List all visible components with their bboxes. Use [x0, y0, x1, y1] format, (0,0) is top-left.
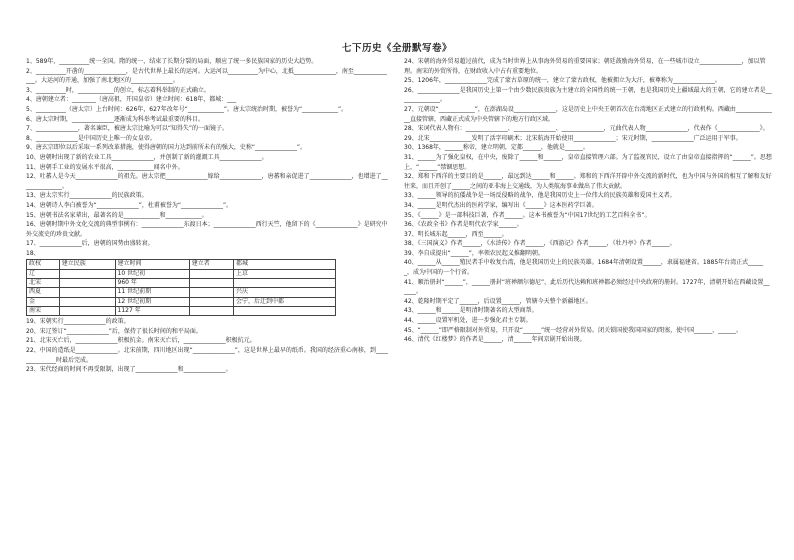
- question: 29、北宋______________发明了活字印刷术；北宋航海开始使用______________；宋元时期，______________广泛运用于军事。: [404, 134, 742, 142]
- question: 21、北宋灭亡后，______________积极抗金。南宋灭亡后，______________积极抗元。: [26, 337, 256, 345]
- question: 2、__________开凿的______________，是古代世界上最长的运河。大运河以__________为中心，北抵______________，南至______________。大运河的开通，加强了南北地区的______________。: [26, 67, 387, 85]
- question: 41、顺治册封“______”，______册封“班禅额尔德尼”，此后历代达赖和班禅都必须经过中央政府的册封。1727年，清朝开始在西藏设置______。: [404, 278, 770, 296]
- table-cell: 西夏: [27, 288, 60, 297]
- table-cell: 北宋: [27, 279, 60, 288]
- question: 43、______和______是明清时期著名的大型商帮。: [404, 307, 538, 315]
- question: 16、唐朝时期中外文化交流的典型事例有：______________东渡日本；______________西行天竺，他留下的《______________》是研究中外交流史的珍贵文献。: [26, 221, 388, 238]
- table-row: [27, 279, 336, 288]
- question: 20、宋辽签订“______________”后，保持了很长时间的和平局面。: [26, 327, 202, 335]
- table-cell: 金: [27, 297, 60, 306]
- question: 33、______领导的抗倭战争是一场反侵略的战争，他是我国历史上一位伟大的民族英雄和爱国主义者。: [404, 192, 676, 200]
- question: 3、__________时，____________的创立，标志着科举制的正式确立。: [26, 86, 210, 94]
- table-cell: [189, 269, 233, 278]
- table-row: [27, 297, 336, 306]
- table-cell: [189, 279, 233, 288]
- table-cell: 12 世纪初期: [115, 297, 189, 306]
- table-cell: [59, 269, 115, 278]
- question: 19、宋朝实行______________的政策。: [26, 318, 130, 326]
- right-column: [404, 57, 772, 345]
- table-cell: 960 年: [115, 279, 189, 288]
- question: 17、______________后，唐朝的国势由盛转衰。: [26, 240, 154, 248]
- question: 44、______设置军机处，进一步强化君主专制。: [404, 317, 532, 325]
- table-cell: 10 世纪初: [115, 269, 189, 278]
- question: 38、《三国演义》作者______，《水浒传》作者______，《西游记》作者______，《牡丹亭》作者______。: [404, 240, 676, 248]
- question: 35、《______》是一部科技巨著，作者______。这本书被誉为“中国17世纪的工艺百科全书”。: [404, 211, 651, 219]
- question: 23、宋代经商的时间不再受限制，出现了______________和______________。: [26, 366, 232, 374]
- question: 8、______________是中国历史上唯一的女皇帝。: [26, 134, 156, 142]
- table-cell: [189, 288, 233, 297]
- question: 25、1206年，______________完成了蒙古草原的统一，建立了蒙古政权，他被拥立为大汗，被尊称为______________。: [404, 77, 721, 85]
- table-header: 建立民族: [59, 260, 115, 269]
- question: 30、1368年，______称帝，建立明朝，定都______，他就是______。: [404, 144, 589, 152]
- question: 14、唐朝诗人李白被誉为“______________”，杜甫被誉为“______________”。: [26, 201, 233, 209]
- question: 39、李自成提出“______”，率领农民起义推翻明朝。: [404, 249, 544, 257]
- question: 40、______从______殖民者手中收复台湾，他是我国历史上的民族英雄。1684年清朝设置______，隶属福建省。1885年台湾正式______，成为中国的一个行省。: [404, 259, 764, 277]
- left-column: [26, 57, 388, 375]
- question: 7、______________，著名谏臣，被唐太宗比喻为可以“知得失”的一面镜子。: [26, 125, 229, 133]
- question: 15、唐朝书法名家辈出，最著名的是____________和____________。: [26, 211, 208, 219]
- table-row: [27, 288, 336, 297]
- table-header-row: [27, 260, 336, 269]
- table-cell: [233, 279, 335, 288]
- table-cell: [189, 306, 233, 315]
- question: 13、唐太宗实行______________的民族政策。: [26, 192, 148, 200]
- question: 9、唐玄宗即位以后采取一系列改革措施，使得唐朝的国力达到前所未有的强大，史称“______________”。: [26, 144, 307, 152]
- question: 36、《农政全书》作者是明代农学家______。: [404, 221, 523, 229]
- table-cell: 1127 年: [115, 306, 189, 315]
- table-header: 建立时间: [115, 260, 189, 269]
- table-cell: 兴庆: [233, 288, 335, 297]
- table-cell: 11 世纪前期: [115, 288, 189, 297]
- question: 46、清代《红楼梦》的作者是______，清______年间京剧开始出现。: [404, 336, 586, 344]
- question: 4、唐朝建立者：________（唐高祖，开国皇帝）建立时间：618年，都城：___: [26, 96, 237, 104]
- table-row: [27, 306, 336, 315]
- question: 45、“______”即严格限制对外贸易，只开设“______”统一经营对外贸易。闭关锁国使我国国家的閉塞，使中国______，______。: [404, 326, 743, 334]
- table-row: [27, 269, 336, 278]
- question: 37、明长城东起______，西至______。: [404, 230, 508, 238]
- page-title: 七下历史《全册默写卷》: [341, 43, 452, 54]
- question: 6、唐太宗时期，______________逐渐成为科举考试最重要的科目。: [26, 115, 204, 123]
- question: 28、宋词代表人物有：______________、______________、______________，元曲代表人物______________，代表作《______________》。: [404, 125, 769, 133]
- table-cell: 会宁，后迁到中都: [233, 297, 335, 306]
- table-header: 建立者: [189, 260, 233, 269]
- table-cell: 辽: [27, 269, 60, 278]
- question: 10、唐朝时出现了新的农业工具______________，并创制了新的灌溉工具______________。: [26, 153, 268, 161]
- question: 26、______________是我国历史上第一个由少数民族贵族为主建立的全国性的统一王朝，也是我国历史上疆域最大的王朝，它的建立者是______________。: [404, 86, 772, 104]
- question: 32、郑和下西洋的主要目的是______，最远到达______和______。郑和的下西洋开辟中外交流的新时代，也为中国与外国的相互了解和友好往来，而且开创了______之间的亚非海上交通线，为人类航海事业做出了伟大贡献。: [404, 173, 772, 190]
- table-cell: [59, 306, 115, 315]
- table-cell: 上京: [233, 269, 335, 278]
- table-cell: 南宋: [27, 306, 60, 315]
- question: 11、唐朝手工业的发展水平很高，____________闻名中外。: [26, 163, 184, 171]
- question: 42、乾隆时期平定了______，后设置______，管辖今天整个新疆地区。: [404, 297, 592, 305]
- dynasty-table: [26, 259, 336, 316]
- question: 24、宋朝的海外贸易超过前代，成为当时世界上从事海外贸易的重要国家；朝廷鼓励海外贸易，在一些城市设立______________，加以管理。南宋的外贸所得，在财政收入中占有重要地位。: [404, 58, 766, 75]
- question: 31、______为了强化皇权，在中央，废除了______和______，皇帝直接管理六部。为了监视官民，设立了由皇帝直接指挥的“______”。思想上，“______”禁锢思想。: [404, 153, 772, 171]
- question: 12、吐蕃人是今天______________的祖先。唐太宗把______________嫁给______________，唐蕃和亲促进了______________，也增进了______________。: [26, 173, 388, 190]
- table-cell: [189, 297, 233, 306]
- question: 1、589年，__________统一全国。隋的统一，结束了长期分裂的局面，顺应了统一多民族国家的历史大趋势。: [26, 58, 318, 65]
- question: 34、______是明代杰出的医药学家，编写出《______》这本医药学巨著。: [404, 201, 598, 209]
- table-cell: [59, 297, 115, 306]
- question: 27、元朝设“____________”，在澎湖岛设______________，这是历史上中央王朝首次在台湾地区正式建立的行政机构。西藏由______________直接管辖，西藏正式成为中央管辖下的地方行政区域。: [404, 105, 772, 123]
- table-cell: [233, 306, 335, 315]
- table-cell: [59, 288, 115, 297]
- table-cell: [59, 279, 115, 288]
- table-header: 都城: [233, 260, 335, 269]
- question: 22、中国的造纸是______________。北宋前期，四川地区出现“______________”，这是世界上最早的纸币。我国的经济重心南移，到______________时最后完成。: [26, 347, 388, 364]
- question: 18、: [26, 249, 40, 257]
- table-header: 政权: [27, 260, 60, 269]
- question: 5、__________（唐太宗）上台时间：626年，627年改年号“____________”。唐太宗统治时期，被誉为“____________”。: [26, 105, 348, 113]
